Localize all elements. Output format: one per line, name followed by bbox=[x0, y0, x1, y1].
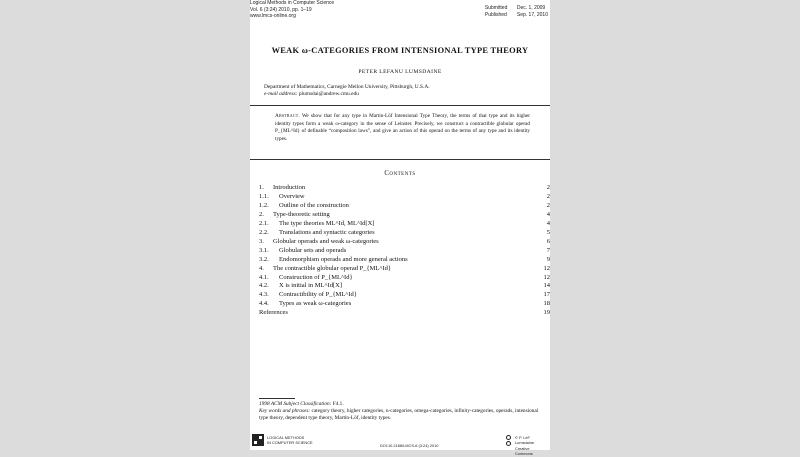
license-info bbox=[515, 435, 548, 457]
toc-entry-title: Type-theoretic setting bbox=[273, 210, 330, 218]
toc-entry-title: Translations and syntactic categories bbox=[279, 228, 375, 236]
toc-entry-number: 1. bbox=[259, 184, 264, 191]
journal-url[interactable]: www.lmcs-online.org bbox=[250, 13, 296, 20]
keywords bbox=[259, 408, 548, 422]
toc-entry-number: 4.2. bbox=[259, 282, 269, 290]
toc-entry-heading bbox=[259, 300, 351, 309]
toc-entry-page: 12 bbox=[543, 273, 550, 281]
toc-entry-title: X is initial in ML^Id[X] bbox=[279, 282, 342, 290]
table-of-contents bbox=[259, 184, 550, 318]
lmcs-name-line1: LOGICAL METHODS bbox=[267, 435, 305, 440]
toc-entry[interactable] bbox=[259, 300, 550, 309]
toc-entry-heading bbox=[259, 238, 379, 247]
toc-entry-page: 18 bbox=[543, 300, 550, 308]
toc-entry[interactable] bbox=[259, 282, 550, 291]
toc-entry[interactable] bbox=[259, 291, 550, 300]
abstract-text: We show that for any type in Martin-Löf Intensional Type Theory, the terms of that type and its higher identity types form a weak ω-category in the sense of Leinster. Precisely, we construct a contractible globular operad P_{ML^Id} of definable “composition laws”, and give an action of this operad on the terms of any type and its identity types. bbox=[275, 113, 530, 142]
acm-label: 1998 ACM Subject Classification: bbox=[259, 401, 332, 407]
keywords-label: Key words and phrases: bbox=[259, 408, 311, 415]
acm-value: F4.1. bbox=[332, 401, 344, 407]
lmcs-name-line2: IN COMPUTER SCIENCE bbox=[267, 440, 313, 445]
toc-entry-title: Outline of the construction bbox=[279, 201, 349, 209]
toc-entry-heading bbox=[259, 193, 305, 202]
toc-entry-page: 2 bbox=[546, 201, 550, 209]
toc-entry-title: Globular operads and weak ω-categories bbox=[273, 237, 379, 245]
toc-entry-heading bbox=[259, 202, 349, 211]
toc-entry[interactable] bbox=[259, 229, 550, 238]
toc-entry-number: 1.2. bbox=[259, 201, 269, 209]
toc-entry-page: 2 bbox=[546, 192, 550, 200]
abstract-rule bbox=[250, 159, 550, 160]
copyright-text: © P. LeF. Lumsdaine bbox=[515, 435, 535, 446]
abstract-label: Abstract. bbox=[275, 113, 300, 119]
toc-entry-title: Construction of P_{ML^Id} bbox=[279, 273, 353, 281]
toc-entry-title: Endomorphism operads and more general actions bbox=[279, 255, 408, 263]
toc-entry-heading bbox=[259, 211, 330, 220]
submitted-date: Dec. 1, 2009 bbox=[516, 5, 546, 11]
toc-entry[interactable] bbox=[259, 202, 550, 211]
submitted-label: Submitted bbox=[484, 5, 508, 11]
toc-entry-number: 4.1. bbox=[259, 273, 269, 281]
published-label: Published bbox=[484, 11, 507, 18]
toc-entry[interactable] bbox=[259, 220, 550, 229]
toc-entry[interactable] bbox=[259, 265, 550, 274]
toc-entry-heading bbox=[259, 309, 288, 318]
toc-entry[interactable] bbox=[259, 247, 550, 256]
toc-entry-heading bbox=[259, 229, 375, 238]
toc-entry-heading bbox=[259, 291, 357, 300]
toc-entry-page: 7 bbox=[546, 246, 550, 254]
toc-entry-page: 4 bbox=[546, 219, 550, 227]
lmcs-name bbox=[267, 435, 313, 445]
toc-entry-number: 4.3. bbox=[259, 291, 269, 299]
email-label: e-mail address: bbox=[264, 91, 298, 98]
abstract bbox=[275, 113, 530, 143]
toc-entry-number: 3. bbox=[259, 237, 264, 245]
toc-entry[interactable] bbox=[259, 274, 550, 283]
toc-entry[interactable] bbox=[259, 309, 550, 318]
paper-title: WEAK ω-CATEGORIES FROM INTENSIONAL TYPE THEORY bbox=[271, 46, 529, 55]
toc-entry-page: 14 bbox=[543, 282, 550, 290]
toc-entry-page: 4 bbox=[546, 210, 550, 218]
toc-entry-page: 6 bbox=[546, 237, 550, 245]
copyright-icon bbox=[506, 435, 511, 440]
toc-entry-number: 2.1. bbox=[259, 219, 269, 227]
footnote-rule bbox=[259, 398, 295, 399]
toc-entry-title: Globular sets and operads bbox=[279, 246, 347, 254]
toc-entry-heading bbox=[259, 282, 342, 291]
affiliation-text: Department of Mathematics, Carnegie Mellon University, Pittsburgh, U.S.A. bbox=[264, 84, 430, 90]
lmcs-logo-icon bbox=[252, 434, 264, 446]
contents-heading: Contents bbox=[384, 170, 416, 177]
toc-entry-title: The type theories ML^Id, ML^Id[X] bbox=[279, 219, 375, 227]
journal-info bbox=[250, 0, 334, 20]
toc-entry[interactable] bbox=[259, 193, 550, 202]
toc-entry-title: Introduction bbox=[273, 184, 306, 191]
toc-entry-heading bbox=[259, 247, 346, 256]
keywords-text: category theory, higher categories, n-categories, omega-categories, infinity-categories, operads, intensional type theory, dependent type theory, Martin-Löf, identity types. bbox=[259, 408, 539, 422]
toc-entry[interactable] bbox=[259, 211, 550, 220]
license-text[interactable]: Creative Commons bbox=[515, 445, 533, 457]
toc-entry-number: 4.4. bbox=[259, 300, 269, 308]
toc-entry-number: 3.2. bbox=[259, 255, 269, 263]
toc-entry-title: Types as weak ω-categories bbox=[279, 300, 352, 308]
toc-entry-page: 5 bbox=[546, 228, 550, 236]
toc-entry-heading bbox=[259, 220, 374, 229]
toc-entry-heading bbox=[259, 184, 305, 193]
toc-entry-number: 4. bbox=[259, 264, 264, 272]
toc-entry-page: 9 bbox=[546, 255, 550, 263]
toc-entry[interactable] bbox=[259, 256, 550, 265]
paper-page bbox=[250, 0, 550, 457]
toc-entry-page: 19 bbox=[543, 309, 550, 317]
submission-dates bbox=[485, 5, 548, 18]
toc-entry-heading bbox=[259, 265, 391, 274]
top-rule bbox=[250, 105, 550, 106]
page-footer bbox=[252, 434, 548, 457]
toc-entry-number: 2.2. bbox=[259, 228, 269, 236]
paper-author: PETER LEFANU LUMSDAINE bbox=[358, 69, 442, 75]
toc-entry-title: The contractible globular operad P_{ML^Id} bbox=[273, 264, 391, 272]
toc-entry-page: 17 bbox=[543, 291, 550, 299]
toc-entry-heading bbox=[259, 256, 408, 265]
toc-entry-page: 2 bbox=[546, 184, 550, 191]
toc-entry-heading bbox=[259, 274, 353, 283]
toc-entry[interactable] bbox=[259, 238, 550, 247]
creative-commons-icon bbox=[506, 441, 511, 446]
author-affiliation bbox=[264, 84, 430, 98]
toc-entry[interactable] bbox=[259, 184, 550, 193]
email-address[interactable]: plumsdai@andrew.cmu.edu bbox=[298, 91, 359, 98]
toc-entry-number: 3.1. bbox=[259, 246, 269, 254]
toc-entry-title: References bbox=[259, 309, 288, 317]
toc-entry-number: 2. bbox=[259, 210, 264, 218]
email-line bbox=[264, 91, 430, 98]
doi[interactable]: DOI:10.2168/LMCS-6 (3:24) 2010 bbox=[380, 443, 439, 448]
published-date: Sep. 17, 2010 bbox=[516, 11, 548, 18]
toc-entry-title: Contractibility of P_{ML^Id} bbox=[279, 291, 357, 299]
toc-entry-page: 12 bbox=[543, 264, 550, 272]
journal-name: Logical Methods in Computer Science bbox=[250, 0, 335, 6]
journal-volume: Vol. 6 (3:24) 2010, pp. 1–19 bbox=[250, 6, 312, 13]
toc-entry-title: Overview bbox=[279, 192, 305, 200]
footnote bbox=[259, 401, 548, 422]
toc-entry-number: 1.1. bbox=[259, 192, 269, 200]
